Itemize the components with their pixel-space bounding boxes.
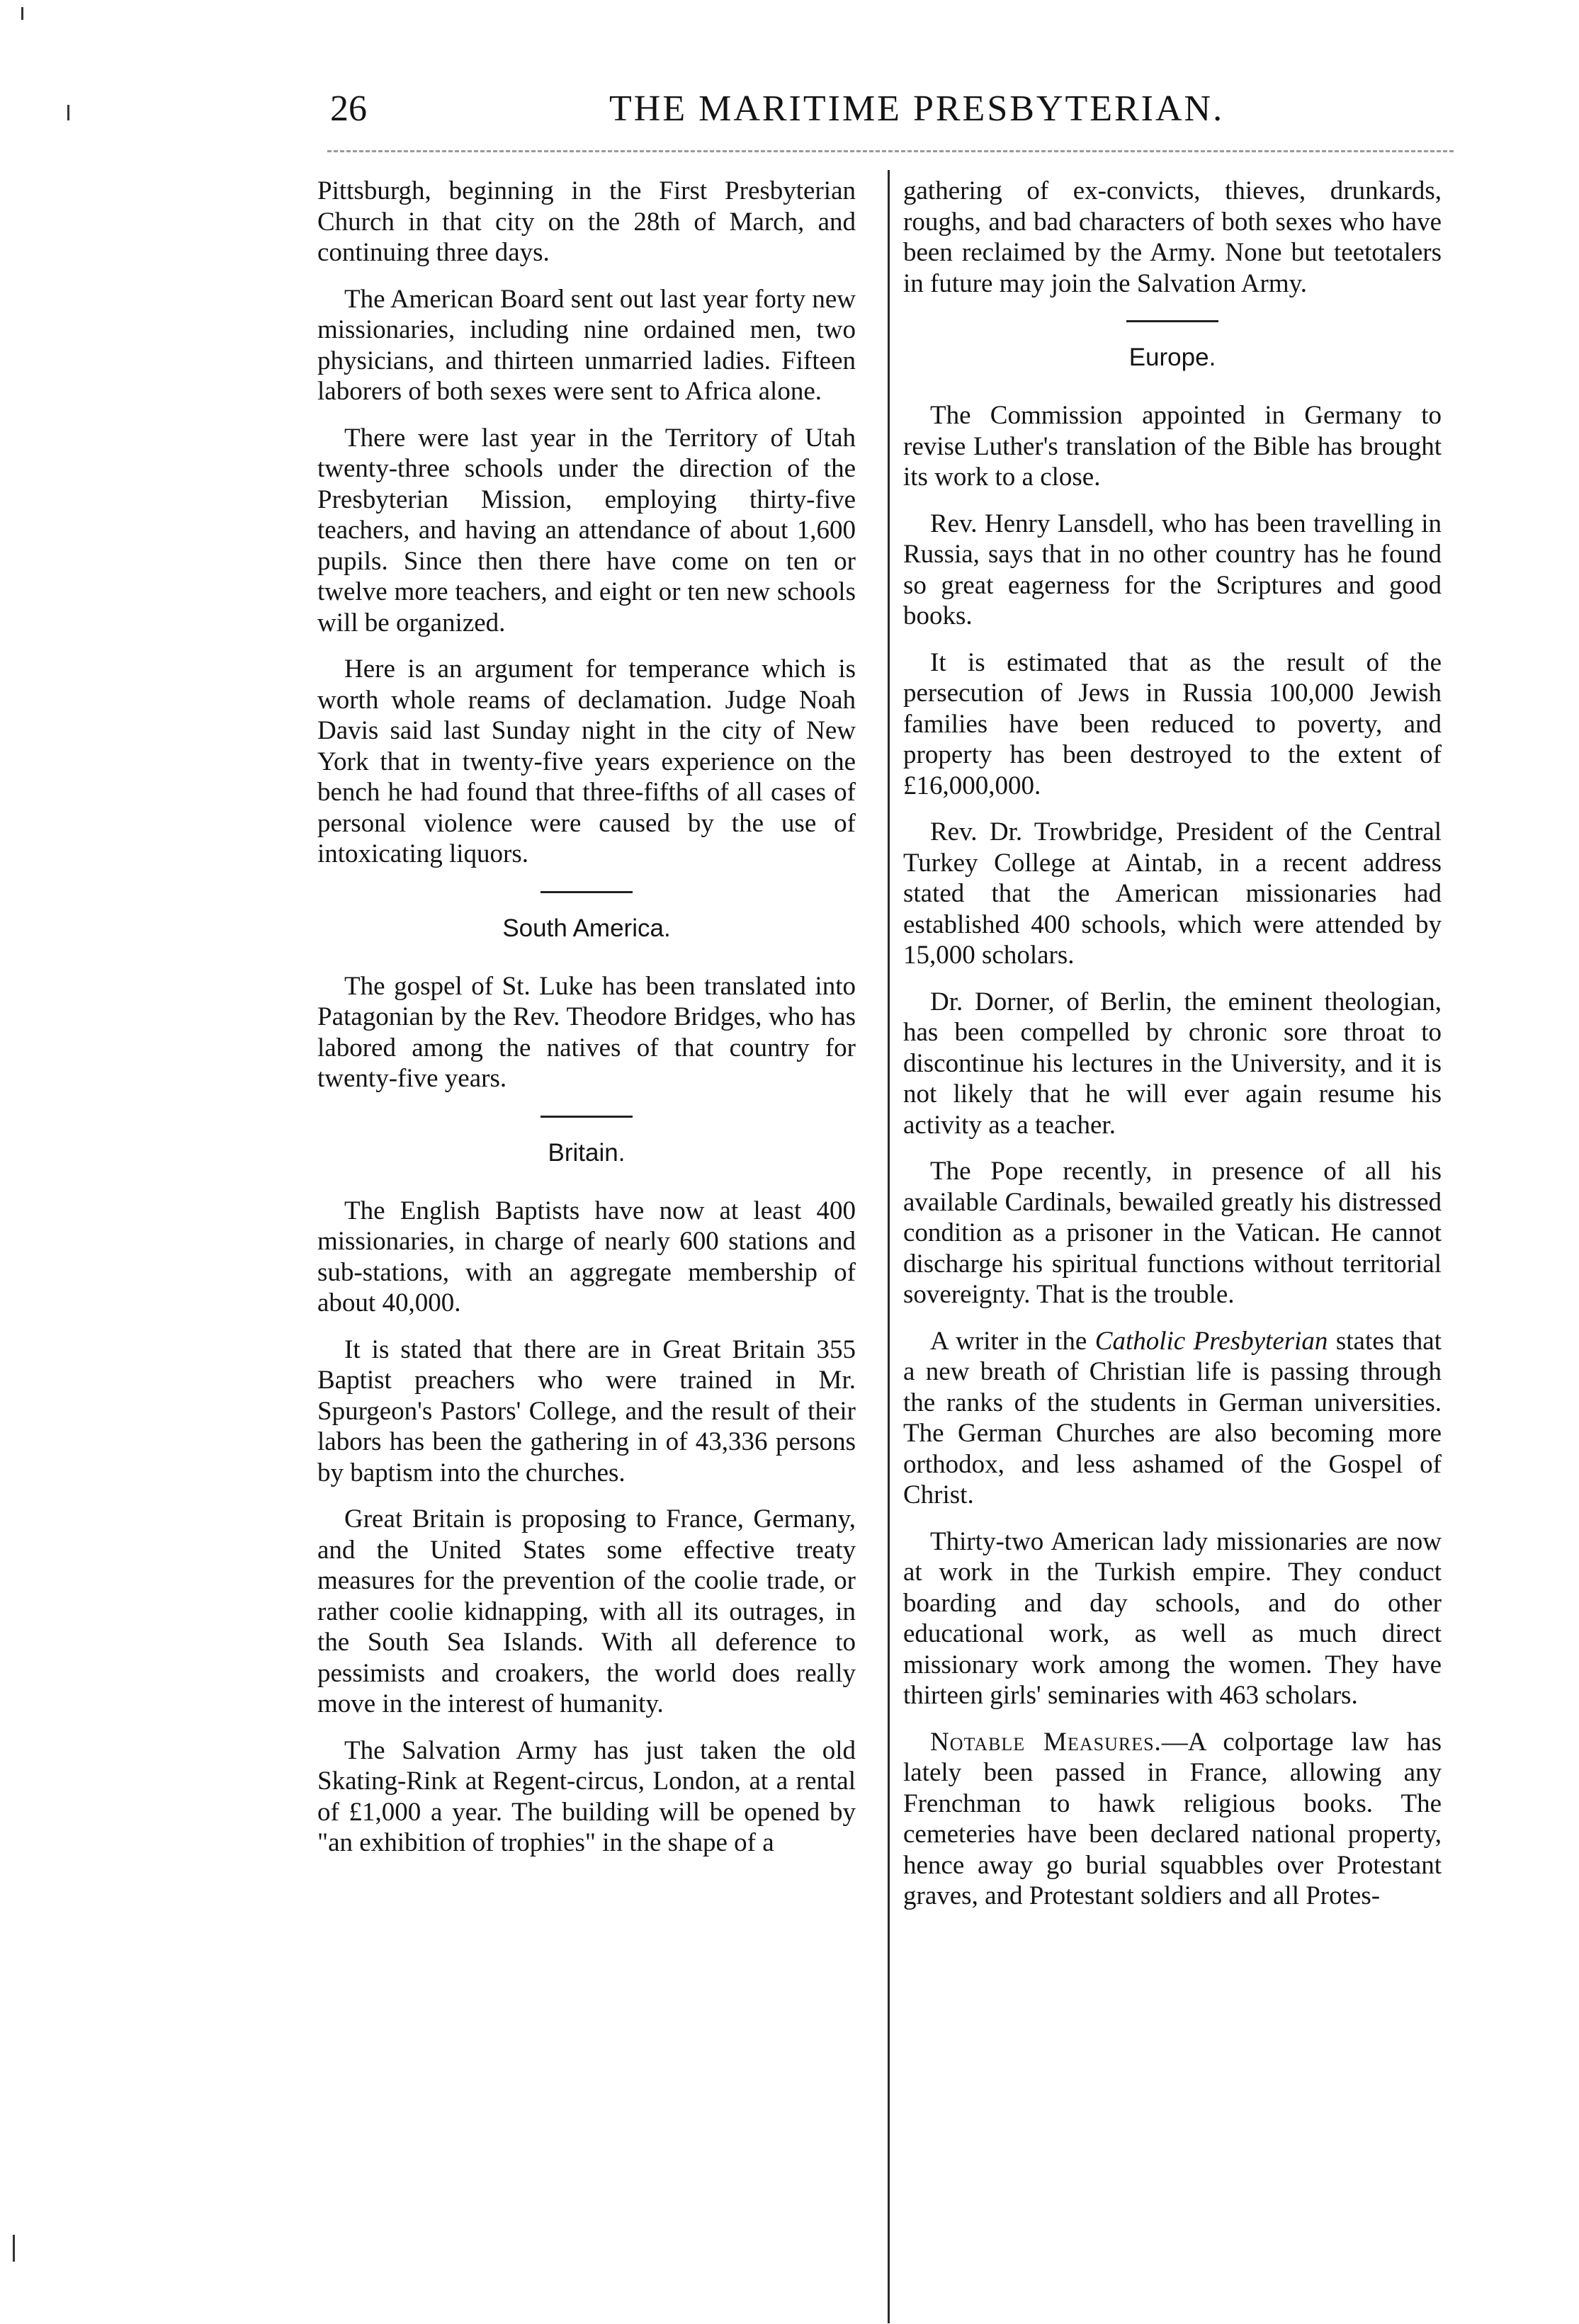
paragraph-coolie-trade: Great Britain is proposing to France, Germany, and the United States some effective treaty measures for the prevention of the coolie trade, or rather coolie kidnapping, with all its outrages, in the South Sea Islands. With all deference to pessimists and croakers, the world does really move in the interest of humanity. xyxy=(317,1504,856,1718)
paragraph-jews-russia: It is estimated that as the result of the persecution of Jews in Russia 100,000 Jewish families have been reduced to poverty, and property has been destroyed to the extent of £16,000,000. xyxy=(903,647,1442,800)
left-column xyxy=(317,176,856,1874)
scan-mark xyxy=(67,105,69,120)
paragraph-catholic-presbyterian xyxy=(903,1326,1442,1511)
paragraph-lansdell-russia: Rev. Henry Lansdell, who has been travelling in Russia, says that in no other country has he found so great eagerness for the Scriptures and good books. xyxy=(903,509,1442,630)
paragraph-dorner: Dr. Dorner, of Berlin, the eminent theologian, has been compelled by chronic sore throat to discontinue his lectures in the University, and it is not likely that he will ever again resume his activity as a teacher. xyxy=(903,987,1442,1140)
paragraph-english-baptists: The English Baptists have now at least 400 missionaries, in charge of nearly 600 stations and sub-stations, with an aggregate membership of about 40,000. xyxy=(317,1196,856,1317)
text-segment: A writer in the xyxy=(930,1326,1095,1356)
paragraph-pope: The Pope recently, in presence of all his available Cardinals, bewailed greatly his distressed condition as a prisoner in the Vatican. He cannot discharge his spiritual functions without territorial sovereignty. That is the trouble. xyxy=(903,1157,1442,1309)
heading-south-america: South America. xyxy=(502,914,671,942)
publication-title: Catholic Presbyterian xyxy=(1094,1326,1328,1356)
paragraph-utah-schools: There were last year in the Territory of Utah twenty-three schools under the direction of the Presbyterian Mission, employing thirty-five teachers, and having an attendance of about 1,600 pupils. Since then there have come on ten or twelve more teachers, and eight or ten new schools will be organized. xyxy=(317,423,856,637)
paragraph-turkish-missionaries: Thirty-two American lady missionaries are now at work in the Turkish empire. They conduct boarding and day schools, and do other educational work, as well as much direct missionary work among the women. They have thirteen girls' seminaries with 463 scholars. xyxy=(903,1526,1442,1710)
page-number: 26 xyxy=(330,89,367,129)
paragraph-trowbridge: Rev. Dr. Trowbridge, President of the Central Turkey College at Aintab, in a recent address stated that the American missionaries had established 400 schools, which were attended by 15,000 scholars. xyxy=(903,817,1442,970)
text-segment: —A colportage law has lately been passed in France, allowing any Frenchman to hawk religious books. The cemeteries have been declared national property, hence away go burial squabbles over Protestant graves, and Protestant soldiers and all Protes- xyxy=(903,1727,1442,1910)
run-in-heading: Notable Measures. xyxy=(930,1727,1162,1757)
header-rule xyxy=(327,150,1454,152)
paragraph-salvation-army: The Salvation Army has just taken the old Skating-Rink at Regent-circus, London, at a rental of £1,000 a year. The building will be opened by "an exhibition of trophies" in the shape of a xyxy=(317,1735,856,1857)
scan-mark xyxy=(13,2235,15,2262)
heading-europe: Europe. xyxy=(1128,344,1216,371)
column-divider xyxy=(888,170,890,2323)
right-column xyxy=(903,176,1442,1927)
paragraph-notable-measures xyxy=(903,1727,1442,1912)
paragraph-spurgeon-college: It is stated that there are in Great Britain 355 Baptist preachers who were trained in Mr. Spurgeon's Pastors' College, and the result of their labors has been the gathering in of 43,336 persons by baptism into the churches. xyxy=(317,1334,856,1487)
paragraph-salvation-army-cont: gathering of ex-convicts, thieves, drunkards, roughs, and bad characters of both sexes who have been reclaimed by the Army. None but teetotalers in future may join the Salvation Army. xyxy=(903,176,1442,298)
running-title: THE MARITIME PRESBYTERIAN. xyxy=(609,89,1225,129)
section-rule xyxy=(1126,320,1218,322)
paragraph-luther-translation: The Commission appointed in Germany to revise Luther's translation of the Bible has brought its work to a close. xyxy=(903,401,1442,492)
paragraph-patagonian-gospel: The gospel of St. Luke has been translated into Patagonian by the Rev. Theodore Bridges, who has labored among the natives of that country for twenty-five years. xyxy=(317,971,856,1093)
text-segment: states that a new breath of Christian life is passing through the ranks of the students in German universities. The German Churches are also becoming more orthodox, and less ashamed of the Gospel of Christ. xyxy=(903,1326,1442,1509)
paragraph-temperance: Here is an argument for temperance which is worth whole reams of declamation. Judge Noah Davis said last Sunday night in the city of New York that in twenty-five years experience on the bench he had found that three-fifths of all cases of personal violence were caused by the use of intoxicating liquors. xyxy=(317,654,856,868)
heading-britain: Britain. xyxy=(548,1138,626,1167)
section-rule xyxy=(541,1116,633,1118)
section-rule xyxy=(541,891,633,893)
paragraph-american-board: The American Board sent out last year forty new missionaries, including nine ordained men, two physicians, and thirteen unmarried ladies. Fifteen laborers of both sexes were sent to Africa alone. xyxy=(317,284,856,406)
scan-mark xyxy=(21,7,23,20)
paragraph-pittsburgh: Pittsburgh, beginning in the First Presbyterian Church in that city on the 28th of March, and continuing three days. xyxy=(317,176,856,267)
